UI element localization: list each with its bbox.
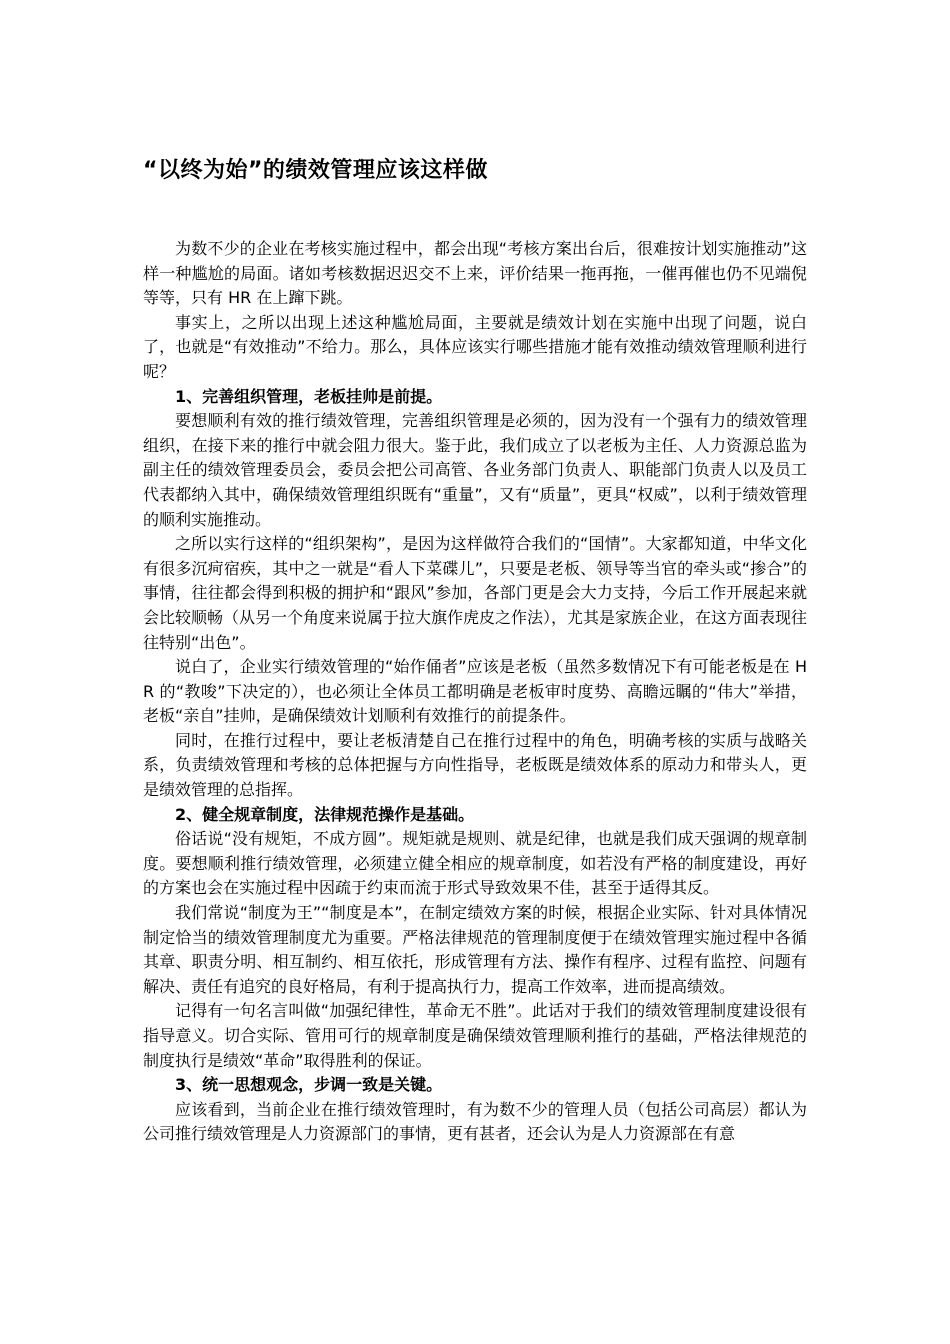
body-paragraph: 记得有一句名言叫做“加强纪律性，革命无不胜”。此话对于我们的绩效管理制度建设很有指导意义。切合实际、管用可行的规章制度是确保绩效管理顺利推行的基础，严格法律规范的制度执行是绩效“革命”取得胜利的保证。 xyxy=(143,1001,807,1070)
document-title: “以终为始”的绩效管理应该这样做 xyxy=(143,158,488,183)
body-paragraph: 要想顺利有效的推行绩效管理，完善组织管理是必须的，因为没有一个强有力的绩效管理组织，在接下来的推行中就会阻力很大。鉴于此，我们成立了以老板为主任、人力资源总监为副主任的绩效管理委员会，委员会把公司高管、各业务部门负责人、职能部门负责人以及员工代表都纳入其中，确保绩效管理组织既有“重量”，又有“质量”，更具“权威”，以利于绩效管理的顺利实施推动。 xyxy=(143,411,807,529)
body-paragraph: 事实上，之所以出现上述这种尴尬局面，主要就是绩效计划在实施中出现了问题，说白了，也就是“有效推动”不给力。那么，具体应该实行哪些措施才能有效推动绩效管理顺利进行呢？ xyxy=(143,312,807,381)
section-heading: 1、完善组织管理，老板挂帅是前提。 xyxy=(175,386,443,406)
body-paragraph: 俗话说“没有规矩，不成方圆”。规矩就是规则、就是纪律，也就是我们成天强调的规章制度。要想顺利推行绩效管理，必须建立健全相应的规章制度，如若没有严格的制度建设，再好的方案也会在实施过程中因疏于约束而流于形式导致效果不佳，甚至于适得其反。 xyxy=(143,829,807,898)
body-paragraph: 之所以实行这样的“组织架构”，是因为这样做符合我们的“国情”。大家都知道，中华文化有很多沉疴宿疾，其中之一就是“看人下菜碟儿”，只要是老板、领导等当官的牵头或“掺合”的事情，往往都会得到积极的拥护和“跟风”参加，各部门更是会大力支持，今后工作开展起来就会比较顺畅（从另一个角度来说属于拉大旗作虎皮之作法），尤其是家族企业，在这方面表现往往特别“出色”。 xyxy=(143,534,808,652)
document-body xyxy=(143,237,807,1147)
section-heading: 2、健全规章制度，法律规范操作是基础。 xyxy=(175,804,475,824)
section-heading: 3、统一思想观念，步调一致是关键。 xyxy=(175,1075,443,1095)
body-paragraph: 为数不少的企业在考核实施过程中，都会出现“考核方案出台后，很难按计划实施推动”这样一种尴尬的局面。诸如考核数据迟迟交不上来，评价结果一拖再拖，一催再催也仍不见端倪等等，只有 HR 在上蹿下跳。 xyxy=(143,239,807,308)
body-paragraph: 我们常说“制度为王”“制度是本”，在制定绩效方案的时候，根据企业实际、针对具体情况制定恰当的绩效管理制度尤为重要。严格法律规范的管理制度便于在绩效管理实施过程中各循其章、职责分明、相互制约、相互依托，形成管理有方法、操作有程序、过程有监控、问题有解决、责任有追究的良好格局，有利于提高执行力，提高工作效率，进而提高绩效。 xyxy=(143,903,807,996)
body-paragraph: 说白了，企业实行绩效管理的“始作俑者”应该是老板（虽然多数情况下有可能老板是在 HR 的“教唆”下决定的），也必须让全体员工都明确是老板审时度势、高瞻远瞩的“伟大”举措，老板“亲自”挂帅，是确保绩效计划顺利有效推行的前提条件。 xyxy=(143,657,807,726)
body-paragraph: 同时，在推行过程中，要让老板清楚自己在推行过程中的角色，明确考核的实质与战略关系，负责绩效管理和考核的总体把握与方向性指导，老板既是绩效体系的原动力和带头人，更是绩效管理的总指挥。 xyxy=(143,730,807,800)
body-paragraph: 应该看到，当前企业在推行绩效管理时，有为数不少的管理人员（包括公司高层）都认为公司推行绩效管理是人力资源部门的事情，更有甚者，还会认为是人力资源部在有意 xyxy=(143,1099,807,1144)
